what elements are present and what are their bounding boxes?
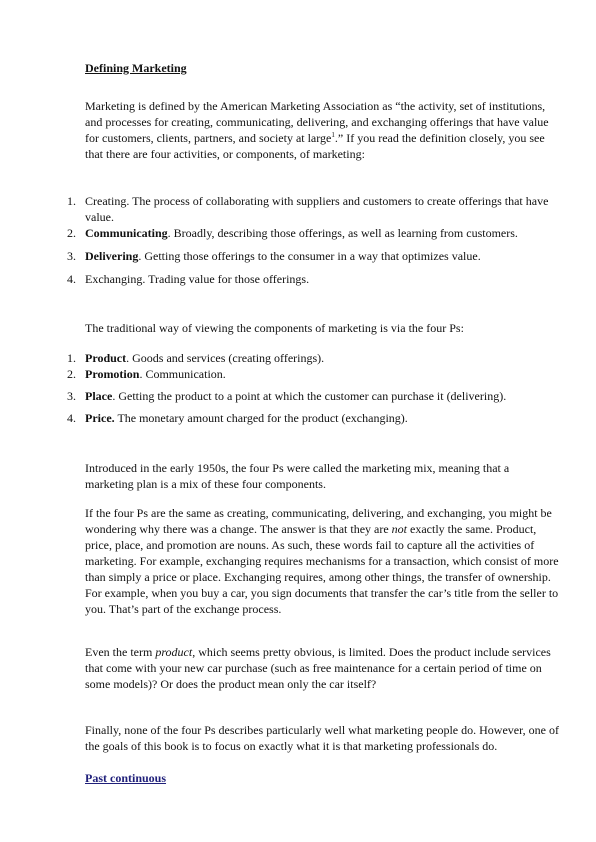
intro-text-1: Marketing is defined by the American Marketing Association as “the activity, set of institutions, and processes for creating, communicating, delivering, and exchanging offerings that have value for customers, clients, partners, and society at large xyxy=(85,99,549,145)
paragraph-change xyxy=(85,505,560,617)
page-title: Defining Marketing xyxy=(85,61,187,75)
item-text: . Broadly, describing those offerings, as well as learning from customers. xyxy=(167,226,518,240)
item-number: 4. xyxy=(67,272,76,286)
item-number: 2. xyxy=(67,367,76,381)
item-number: 1. xyxy=(67,351,76,365)
emphasis-text: not xyxy=(391,522,408,536)
item-number: 3. xyxy=(67,389,76,403)
paragraph-1950s: Introduced in the early 1950s, the four Ps were called the marketing mix, meaning that a marketing plan is a mix of these four components. xyxy=(85,461,510,491)
item-number: 4. xyxy=(67,411,76,425)
item-number: 2. xyxy=(67,226,76,240)
item-bold: Communicating xyxy=(85,226,168,240)
list-item xyxy=(67,225,562,241)
paragraph-finally: Finally, none of the four Ps describes particularly well what marketing people do. However, one of the goals of this book is to focus on exactly what it is that marketing professionals do. xyxy=(85,723,559,753)
list-item xyxy=(67,410,562,426)
paragraph-text: If the four Ps are the same as creating, communicating, delivering, and exchanging, you might be wondering why there was a change. The answer is that they are xyxy=(85,506,552,536)
paragraph-text: exactly the same. Product, price, place, and promotion are nouns. As such, these words fail to capture all the activities of marketing. For example, exchanging requires mechanisms for a transaction, which consist of more than simply a price or place. Exchanging requires, among other things, the transfer of ownership. For example, when you buy a car, you sign documents that transfer the car’s title from the seller to you. That’s part of the exchange process. xyxy=(85,522,559,616)
past-continuous-link-row xyxy=(85,770,560,786)
list-item xyxy=(67,193,562,225)
activities-list xyxy=(67,193,562,287)
item-text: . Goods and services (creating offerings). xyxy=(126,351,325,365)
item-bold: Promotion xyxy=(85,367,140,381)
four-ps-list xyxy=(67,350,562,426)
intro-paragraph xyxy=(85,98,560,162)
item-bold: Price. xyxy=(85,411,115,425)
item-number: 1. xyxy=(67,194,76,208)
item-text: . Getting those offerings to the consumer in a way that optimizes value. xyxy=(138,249,481,263)
item-bold: Product xyxy=(85,351,127,365)
item-text: Creating. The process of collaborating with suppliers and customers to create offerings that have value. xyxy=(85,194,549,224)
item-bold: Place xyxy=(85,389,113,403)
list-item xyxy=(67,248,562,264)
item-number: 3. xyxy=(67,249,76,263)
list-item xyxy=(67,388,562,404)
ps-intro-paragraph: The traditional way of viewing the components of marketing is via the four Ps: xyxy=(85,321,464,335)
emphasis-text: product xyxy=(155,645,193,659)
item-text: . Communication. xyxy=(139,367,226,381)
item-bold: Delivering xyxy=(85,249,139,263)
item-text: The monetary amount charged for the product (exchanging). xyxy=(114,411,408,425)
list-item xyxy=(67,366,562,382)
paragraph-text: Even the term xyxy=(85,645,156,659)
item-text: Exchanging. Trading value for those offerings. xyxy=(85,272,310,286)
paragraph-product xyxy=(85,644,560,692)
list-item xyxy=(67,350,562,366)
footnote-marker: 1 xyxy=(331,131,335,139)
intro-text-2: .” If you read the definition closely, you see that there are four activities, or components, of marketing: xyxy=(85,131,545,161)
list-item xyxy=(67,271,562,287)
item-text: . Getting the product to a point at which the customer can purchase it (delivering). xyxy=(112,389,507,403)
past-continuous-link[interactable]: Past continuous xyxy=(85,771,167,785)
paragraph-text: , which seems pretty obvious, is limited. Does the product include services that come with your new car purchase (such as free maintenance for a certain period of time on some models)? Or does the product mean only the car itself? xyxy=(85,645,551,691)
